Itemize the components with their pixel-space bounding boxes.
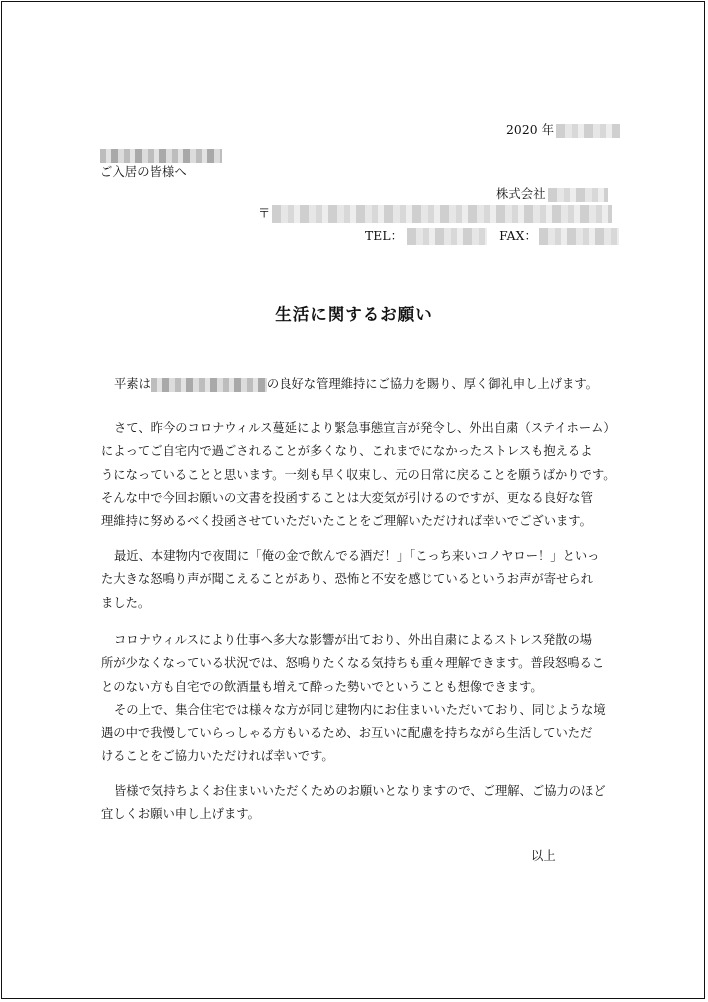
p4-line-1: コロナウィルスにより仕事へ多大な影響が出ており、外出自粛によるストレス発散の場 <box>114 633 593 647</box>
p2-line-4: そんな中で今回お願いの文書を投函することは大変気が引けるのですが、更なる良好な管 <box>101 490 593 505</box>
tel-label: TEL： <box>365 229 404 243</box>
paragraph-3 <box>101 545 616 615</box>
redacted-tel <box>407 228 487 245</box>
postal-mark: 〒 <box>258 206 271 221</box>
p5-line-2: 宜しくお願い申し上げます。 <box>101 807 260 822</box>
p2-line-2: によってご自宅内で過ごされることが多くなり、これまでになかったストレスも抱えるよ <box>101 444 593 459</box>
contact-line <box>365 228 619 245</box>
p5-line-1: 皆様で気持ちよくお住まいいただくためのお願いとなりますので、ご理解、ご協力のほど <box>114 784 606 798</box>
p2-line-1: さて、昨今のコロナウィルス蔓延により緊急事態宣言が発令し、外出自粛（ステイホーム） <box>114 421 616 435</box>
redacted-building-name-inline <box>151 378 267 392</box>
redacted-date <box>556 124 620 138</box>
paragraph-5 <box>101 780 616 827</box>
redacted-building-name <box>100 145 222 164</box>
addressee: ご入居の皆様へ <box>100 165 187 179</box>
p4-line-2: 所が少なくなっている状況では、怒鳴りたくなる気持ちも重々理解できます。普段怒鳴るこ <box>101 656 605 671</box>
date-text: 2020 年 <box>506 123 555 137</box>
paragraph-4 <box>101 629 616 769</box>
p3-line-2: た大きな怒鳴り声が聞こえることがあり、恐怖と不安を感じているというお声が寄せられ <box>101 572 593 587</box>
company-line <box>496 186 608 202</box>
p1-text-start: 平素は <box>114 377 151 391</box>
closing-text: 以上 <box>531 849 556 863</box>
date-line <box>506 122 620 138</box>
redacted-address <box>272 205 612 223</box>
p2-line-3: うになっていることと思います。一刻も早く収束し、元の日常に戻ることを願うばかりです。 <box>101 467 616 482</box>
fax-label: FAX： <box>499 229 537 243</box>
paragraph-1 <box>101 373 616 396</box>
p3-line-3: ました。 <box>101 595 151 610</box>
p4-line-3: とのない方も自宅での飲酒量も増えて酔った勢いでということも想像できます。 <box>101 679 543 694</box>
p2-line-5: 理維持に努めるべく投函させていただいたことをご理解いただければ幸いでございます。 <box>101 514 592 529</box>
redacted-company-name <box>548 188 608 202</box>
p4-line-6: けることをご協力いただければ幸いです。 <box>101 749 334 764</box>
address-line <box>258 205 612 223</box>
company-label: 株式会社 <box>496 187 546 201</box>
page-title: 生活に関するお願い <box>275 305 433 324</box>
p1-text-end: の良好な管理維持にご協力を賜り、厚く御礼申し上げます。 <box>266 377 598 391</box>
paragraph-2 <box>101 417 616 533</box>
p4-line-5: 遇の中で我慢していらっしゃる方もいるため、お互いに配慮を持ちながら生活していただ <box>101 726 593 741</box>
p3-line-1: 最近、本建物内で夜間に「俺の金で飲んでる酒だ！」「こっち来いコノヤロー！」といっ <box>114 549 600 563</box>
redacted-fax <box>539 228 619 245</box>
p4-line-4: その上で、集合住宅では様々な方が同じ建物内にお住まいいただいており、同じような境 <box>114 702 606 717</box>
